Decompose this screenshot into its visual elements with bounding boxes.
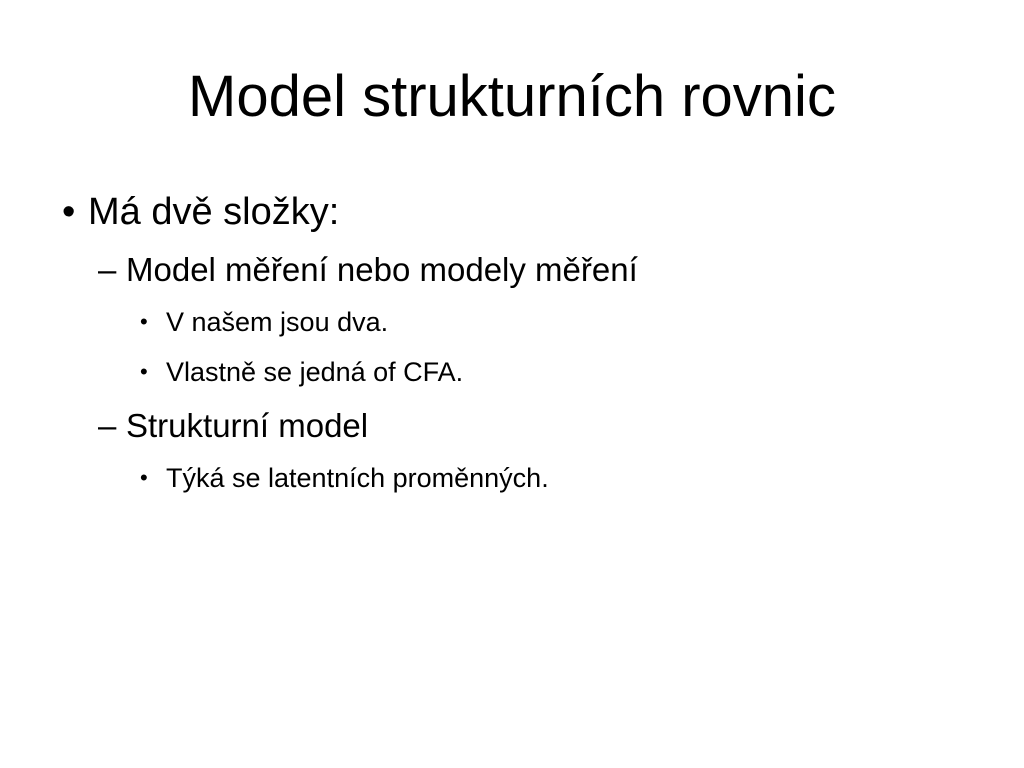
bullet-level3 — [140, 354, 992, 390]
bullet-level1 — [62, 186, 992, 238]
bullet-level2 — [98, 248, 992, 292]
bullet-marker-icon: • — [140, 309, 148, 334]
bullet-level3 — [140, 304, 992, 340]
slide-title: Model strukturních rovnic — [188, 64, 836, 129]
dash-marker-icon: – — [98, 251, 117, 288]
bullet-text: Strukturní model — [126, 407, 369, 444]
bullet-marker-icon: • — [140, 359, 148, 384]
bullet-level3 — [140, 460, 992, 496]
bullet-marker-icon: • — [140, 465, 148, 490]
bullet-text: Vlastně se jedná of CFA. — [166, 357, 464, 387]
bullet-level2 — [98, 404, 992, 448]
bullet-text: Týká se latentních proměnných. — [166, 463, 549, 493]
bullet-marker-icon: • — [62, 191, 76, 233]
bullet-text: Model měření nebo modely měření — [126, 251, 638, 288]
slide-body — [62, 186, 992, 496]
bullet-text: V našem jsou dva. — [166, 307, 389, 337]
bullet-text: Má dvě složky: — [88, 191, 340, 233]
dash-marker-icon: – — [98, 407, 117, 444]
